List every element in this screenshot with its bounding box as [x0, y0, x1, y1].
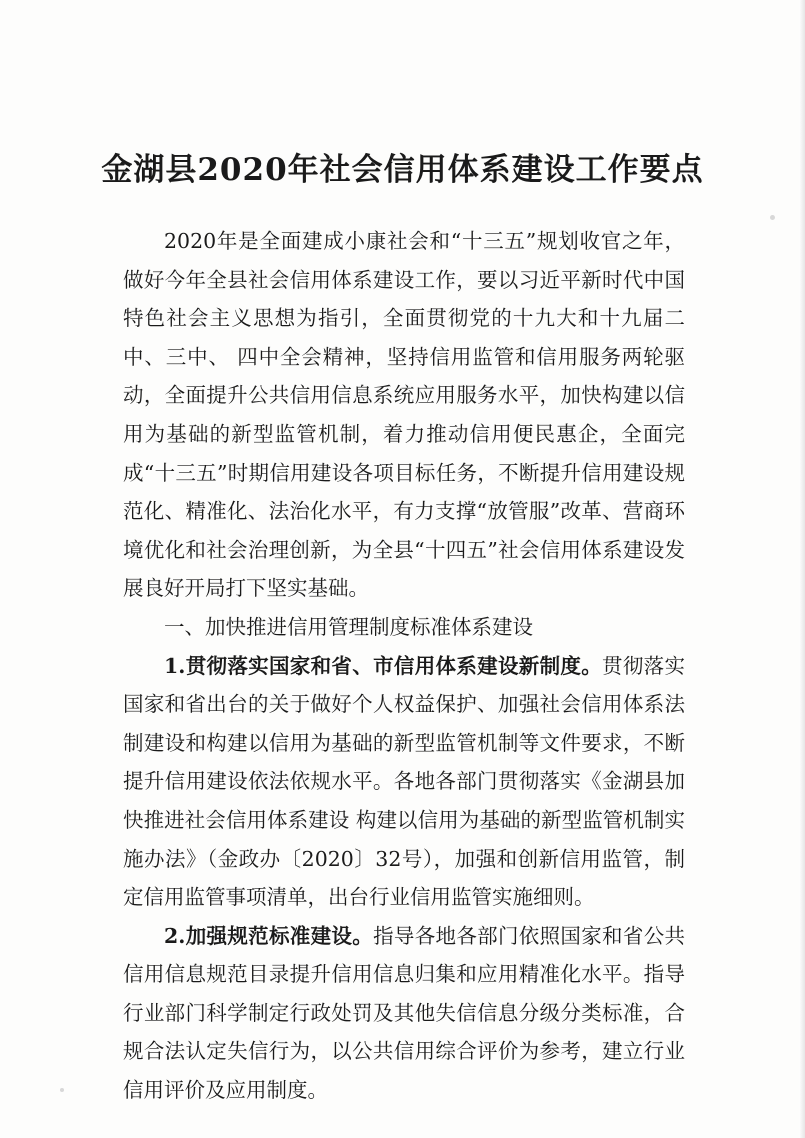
item-2-paragraph	[123, 917, 685, 1110]
item-1-paragraph	[123, 647, 685, 917]
scan-speck	[770, 215, 775, 220]
item-1-lead: 1.贯彻落实国家和省、市信用体系建设新制度。	[164, 653, 603, 678]
item-2-lead: 2.加强规范标准建设。	[164, 923, 374, 948]
document-title: 金湖县2020年社会信用体系建设工作要点	[101, 152, 704, 188]
section-heading: 一、加快推进信用管理制度标准体系建设	[164, 614, 533, 639]
item-1-text: 贯彻落实国家和省出台的关于做好个人权益保护、加强社会信用体系法制建设和构建以信用为基础的新型监管机制等文件要求，不断提升信用建设依法依规水平。各地各部门贯彻落实《金湖县加快推进社会信用体系建设 构建以信用为基础的新型监管机制实施办法》（金政办〔2020〕32号），加强和创新信用监管，制定信用监管事项清单，出台行业信用监管实施细则。	[123, 653, 685, 910]
item-2-text: 指导各地各部门依照国家和省公共信用信息规范目录提升信用信息归集和应用精准化水平。指导行业部门科学制定行政处罚及其他失信信息分级分类标准，合规合法认定失信行为，以公共信用综合评价为参考，建立行业信用评价及应用制度。	[123, 923, 686, 1103]
intro-paragraph: 2020年是全面建成小康社会和“十三五”规划收官之年，做好今年全县社会信用体系建设工作，要以习近平新时代中国特色社会主义思想为指引，全面贯彻党的十九大和十九届二中、三中、 四中全会精神，坚持信用监管和信用服务两轮驱动，全面提升公共信用信息系统应用服务水平，加快构建以信用为基础的新型监管机制，着力推动信用便民惠企，全面完成“十三五”时期信用建设各项目标任务，不断提升信用建设规范化、精准化、法治化水平，有力支撑“放管服”改革、营商环境优化和社会治理创新，为全县“十四五”社会信用体系建设发展良好开局打下坚实基础。	[123, 229, 685, 601]
scan-speck	[60, 1088, 64, 1092]
document-body	[123, 222, 685, 1110]
